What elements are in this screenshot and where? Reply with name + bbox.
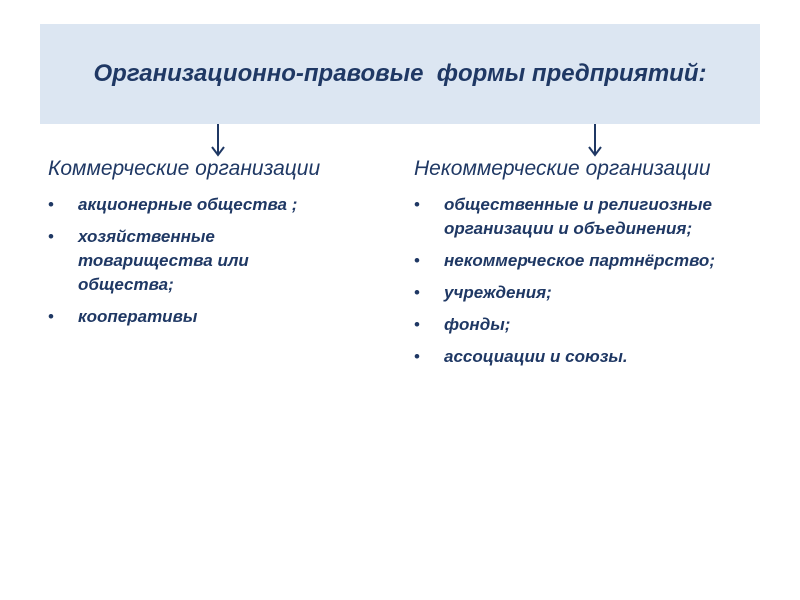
list-item bbox=[414, 249, 744, 273]
noncommercial-column bbox=[414, 157, 784, 377]
bullet-icon: • bbox=[414, 283, 420, 302]
list-item-text: фонды; bbox=[444, 315, 511, 334]
bullet-icon: • bbox=[48, 195, 54, 214]
list-item-text: учреждения; bbox=[444, 283, 552, 302]
arrow-down-right-icon bbox=[588, 124, 602, 158]
bullet-icon: • bbox=[414, 195, 420, 214]
list-item bbox=[48, 305, 308, 329]
arrow-down-left-icon bbox=[211, 124, 225, 158]
list-item-text: общественные и религиозные организации и объединения; bbox=[444, 195, 713, 238]
bullet-icon: • bbox=[414, 315, 420, 334]
list-item-text: кооперативы bbox=[78, 307, 198, 326]
list-item-text: ассоциации и союзы. bbox=[444, 347, 628, 366]
slide-title: Организационно-правовые формы предприятий: bbox=[93, 60, 707, 87]
noncommercial-list bbox=[414, 193, 784, 369]
bullet-icon: • bbox=[48, 227, 54, 246]
list-item bbox=[414, 281, 744, 305]
list-item bbox=[414, 313, 744, 337]
list-item bbox=[48, 193, 308, 217]
list-item-text: некоммерческое партнёрство; bbox=[444, 251, 715, 270]
list-item-text: хозяйственные товарищества или общества; bbox=[78, 227, 249, 294]
list-item bbox=[414, 345, 744, 369]
noncommercial-heading: Некоммерческие организации bbox=[414, 157, 711, 180]
list-item bbox=[48, 225, 308, 297]
commercial-column bbox=[48, 157, 398, 337]
list-item-text: акционерные общества ; bbox=[78, 195, 298, 214]
bullet-icon: • bbox=[48, 307, 54, 326]
list-item bbox=[414, 193, 744, 241]
commercial-list bbox=[48, 193, 398, 329]
bullet-icon: • bbox=[414, 347, 420, 366]
title-box bbox=[40, 24, 760, 124]
commercial-heading: Коммерческие организации bbox=[48, 157, 321, 180]
bullet-icon: • bbox=[414, 251, 420, 270]
